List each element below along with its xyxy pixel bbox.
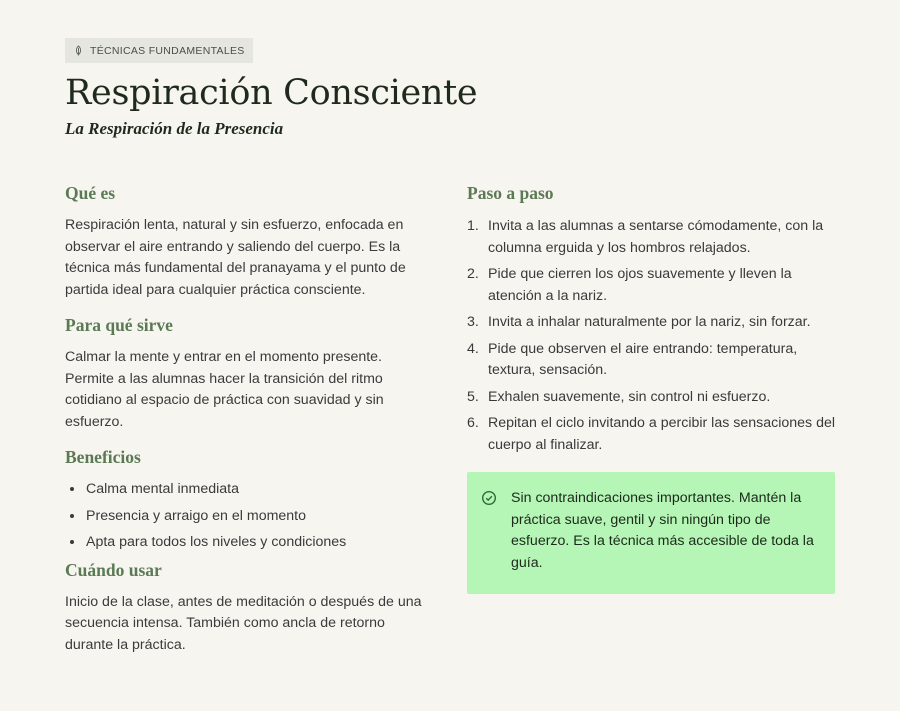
- section-heading: Para qué sirve: [65, 315, 173, 336]
- list-item: [467, 264, 835, 307]
- safety-note: [467, 472, 835, 594]
- section-heading: Beneficios: [65, 447, 141, 468]
- section-body: Inicio de la clase, antes de meditación o después de una secuencia intensa. También como ancla de retorno durante la práctica.: [65, 593, 422, 653]
- section-body: Respiración lenta, natural y sin esfuerzo, enfocada en observar el aire entrando y saliendo del cuerpo. Es la técnica más fundamental del pranayama y el punto de partida ideal para cualquier práctica consciente.: [65, 217, 406, 298]
- step-text: Invita a las alumnas a sentarse cómodamente, con la columna erguida y los hombros relajados.: [488, 218, 824, 256]
- list-item: [467, 312, 835, 334]
- category-badge-label: TÉCNICAS FUNDAMENTALES: [90, 44, 245, 57]
- leaf-icon: [73, 45, 84, 56]
- list-item: [467, 339, 835, 382]
- section-que-es: [65, 183, 425, 301]
- section-beneficios: [65, 447, 425, 551]
- check-circle-icon: [481, 490, 497, 506]
- section-heading: Paso a paso: [467, 183, 554, 204]
- list-item: Apta para todos los niveles y condiciones: [65, 533, 425, 551]
- guide-page: [65, 38, 835, 653]
- right-column: [467, 183, 835, 594]
- step-number: 5.: [467, 388, 479, 405]
- left-column: [65, 183, 425, 656]
- step-number: 4.: [467, 340, 479, 357]
- step-number: 6.: [467, 415, 479, 432]
- step-number: 3.: [467, 314, 479, 331]
- benefits-list: [65, 480, 425, 551]
- list-item: [467, 387, 835, 409]
- list-item: [467, 216, 835, 259]
- section-heading: Cuándo usar: [65, 559, 162, 580]
- section-para-que: [65, 315, 425, 433]
- step-text: Pide que observen el aire entrando: temperatura, textura, sensación.: [488, 340, 798, 379]
- step-number: 1.: [467, 218, 479, 235]
- list-item: [467, 413, 835, 456]
- step-text: Invita a inhalar naturalmente por la nariz, sin forzar.: [488, 314, 811, 331]
- section-heading: Qué es: [65, 183, 116, 204]
- list-item: Presencia y arraigo en el momento: [65, 507, 425, 525]
- category-badge: [65, 38, 253, 63]
- section-body: Calmar la mente y entrar en el momento presente. Permite a las alumnas hacer la transición del ritmo cotidiano al espacio de práctica con suavidad y sin esfuerzo.: [65, 349, 384, 430]
- steps-list: [467, 216, 835, 456]
- step-number: 2.: [467, 266, 479, 283]
- page-subtitle: La Respiración de la Presencia: [65, 119, 284, 139]
- section-pasos: [467, 183, 835, 456]
- step-text: Pide que cierren los ojos suavemente y lleven la atención a la nariz.: [488, 266, 792, 304]
- safety-note-text: Sin contraindicaciones importantes. Mantén la práctica suave, gentil y sin ningún tipo de esfuerzo. Es la técnica más accesible de toda la guía.: [511, 490, 814, 571]
- list-item: Calma mental inmediata: [65, 480, 425, 498]
- page-title: Respiración Consciente: [65, 73, 478, 113]
- section-cuando: [65, 560, 425, 657]
- step-text: Exhalen suavemente, sin control ni esfuerzo.: [488, 388, 771, 405]
- step-text: Repitan el ciclo invitando a percibir las sensaciones del cuerpo al finalizar.: [488, 415, 835, 453]
